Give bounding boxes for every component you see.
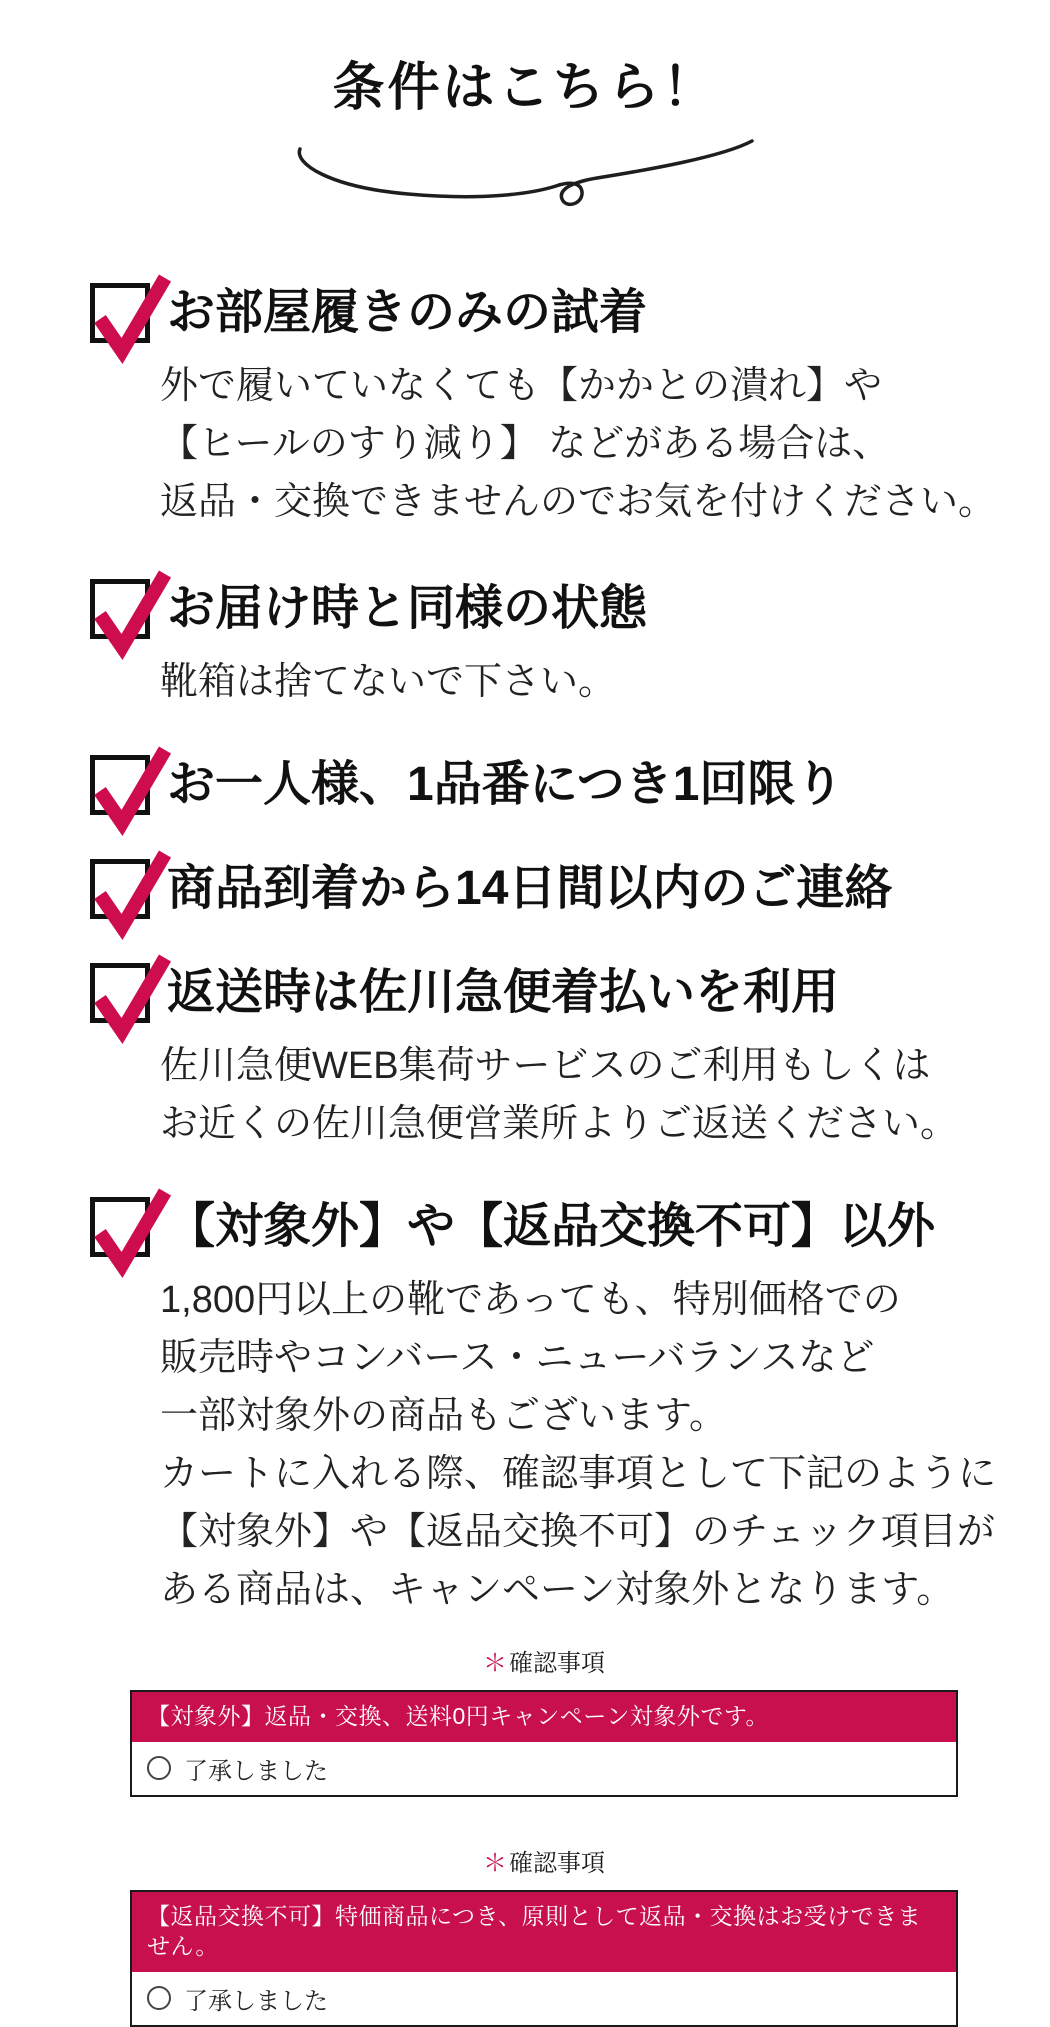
checkbox-checked-icon [90, 1197, 150, 1257]
confirmation-block-no-return [130, 1843, 958, 2027]
condition-description [160, 357, 997, 531]
confirmation-header: 【対象外】返品・交換、送料0円キャンペーン対象外です。 [132, 1692, 956, 1742]
condition-description [160, 653, 980, 711]
acknowledge-option[interactable] [132, 1742, 956, 1795]
condition-heading: 返送時は佐川急便着払いを利用 [167, 966, 840, 1020]
acknowledge-label: 了承しました [184, 1987, 328, 2015]
description-line: ある商品は、キャンペーン対象外となります。 [160, 1569, 955, 1611]
condition-heading: 商品到着から14日間以内のご連絡 [167, 862, 893, 916]
radio-circle-icon[interactable] [147, 1756, 171, 1780]
radio-circle-icon[interactable] [147, 1986, 171, 2010]
description-line: 佐川急便WEB集荷サービスのご利用もしくは [160, 1045, 931, 1087]
condition-heading: 【対象外】や【返品交換不可】以外 [167, 1200, 936, 1254]
asterisk-icon: ＊ [483, 1650, 507, 1677]
condition-heading: お一人様、1品番につき1回限り [167, 758, 844, 812]
checkbox-checked-icon [90, 859, 150, 919]
description-line: 返品・交換できませんのでお気を付けください。 [160, 481, 997, 523]
description-line: お近くの佐川急便営業所よりご返送ください。 [160, 1103, 959, 1145]
confirmation-note [130, 1843, 958, 1878]
confirmation-note [130, 1643, 958, 1678]
confirmation-note-label: 確認事項 [509, 1849, 605, 1877]
description-line: 販売時やコンバース・ニューバランスなど [160, 1337, 875, 1379]
description-line: 外で履いていなくても【かかとの潰れ】や [160, 365, 883, 407]
confirmation-box [130, 1690, 958, 1797]
confirmation-note-label: 確認事項 [509, 1650, 605, 1677]
condition-section-shipping [90, 963, 980, 1153]
checkbox-checked-icon [90, 283, 150, 343]
description-line: 1,800円以上の靴であっても、特別価格での [160, 1279, 901, 1321]
squiggle-underline-icon [290, 135, 760, 217]
checkbox-checked-icon [90, 755, 150, 815]
page-title: 条件はこちら！ [332, 59, 718, 117]
condition-heading: お届け時と同様の状態 [167, 582, 648, 636]
condition-heading: お部屋履きのみの試着 [167, 286, 648, 340]
description-line: 一部対象外の商品もございます。 [160, 1395, 727, 1437]
condition-section-fitting [90, 283, 997, 531]
condition-section-14days [90, 859, 980, 919]
condition-section-once-per-item [90, 755, 980, 815]
description-line: 【ヒールのすり減り】 などがある場合は、 [160, 423, 891, 465]
confirmation-block-excluded [130, 1643, 958, 1797]
description-line: カートに入れる際、確認事項として下記のように [160, 1453, 997, 1495]
confirmation-box [130, 1890, 958, 2027]
confirmation-examples [130, 1643, 958, 2027]
checkbox-checked-icon [90, 579, 150, 639]
acknowledge-option[interactable] [132, 1972, 956, 2025]
description-line: 靴箱は捨てないで下さい。 [160, 661, 617, 703]
checkbox-checked-icon [90, 963, 150, 1023]
condition-description [160, 1271, 997, 1619]
condition-section-exclusions [90, 1197, 997, 1619]
conditions-list [0, 283, 1050, 1619]
asterisk-icon: ＊ [483, 1849, 507, 1877]
condition-section-state [90, 579, 980, 711]
description-line: 【対象外】や【返品交換不可】のチェック項目が [160, 1511, 995, 1553]
condition-description [160, 1037, 980, 1153]
acknowledge-label: 了承しました [184, 1757, 328, 1785]
confirmation-header: 【返品交換不可】特価商品につき、原則として返品・交換はお受けできません。 [132, 1892, 956, 1972]
